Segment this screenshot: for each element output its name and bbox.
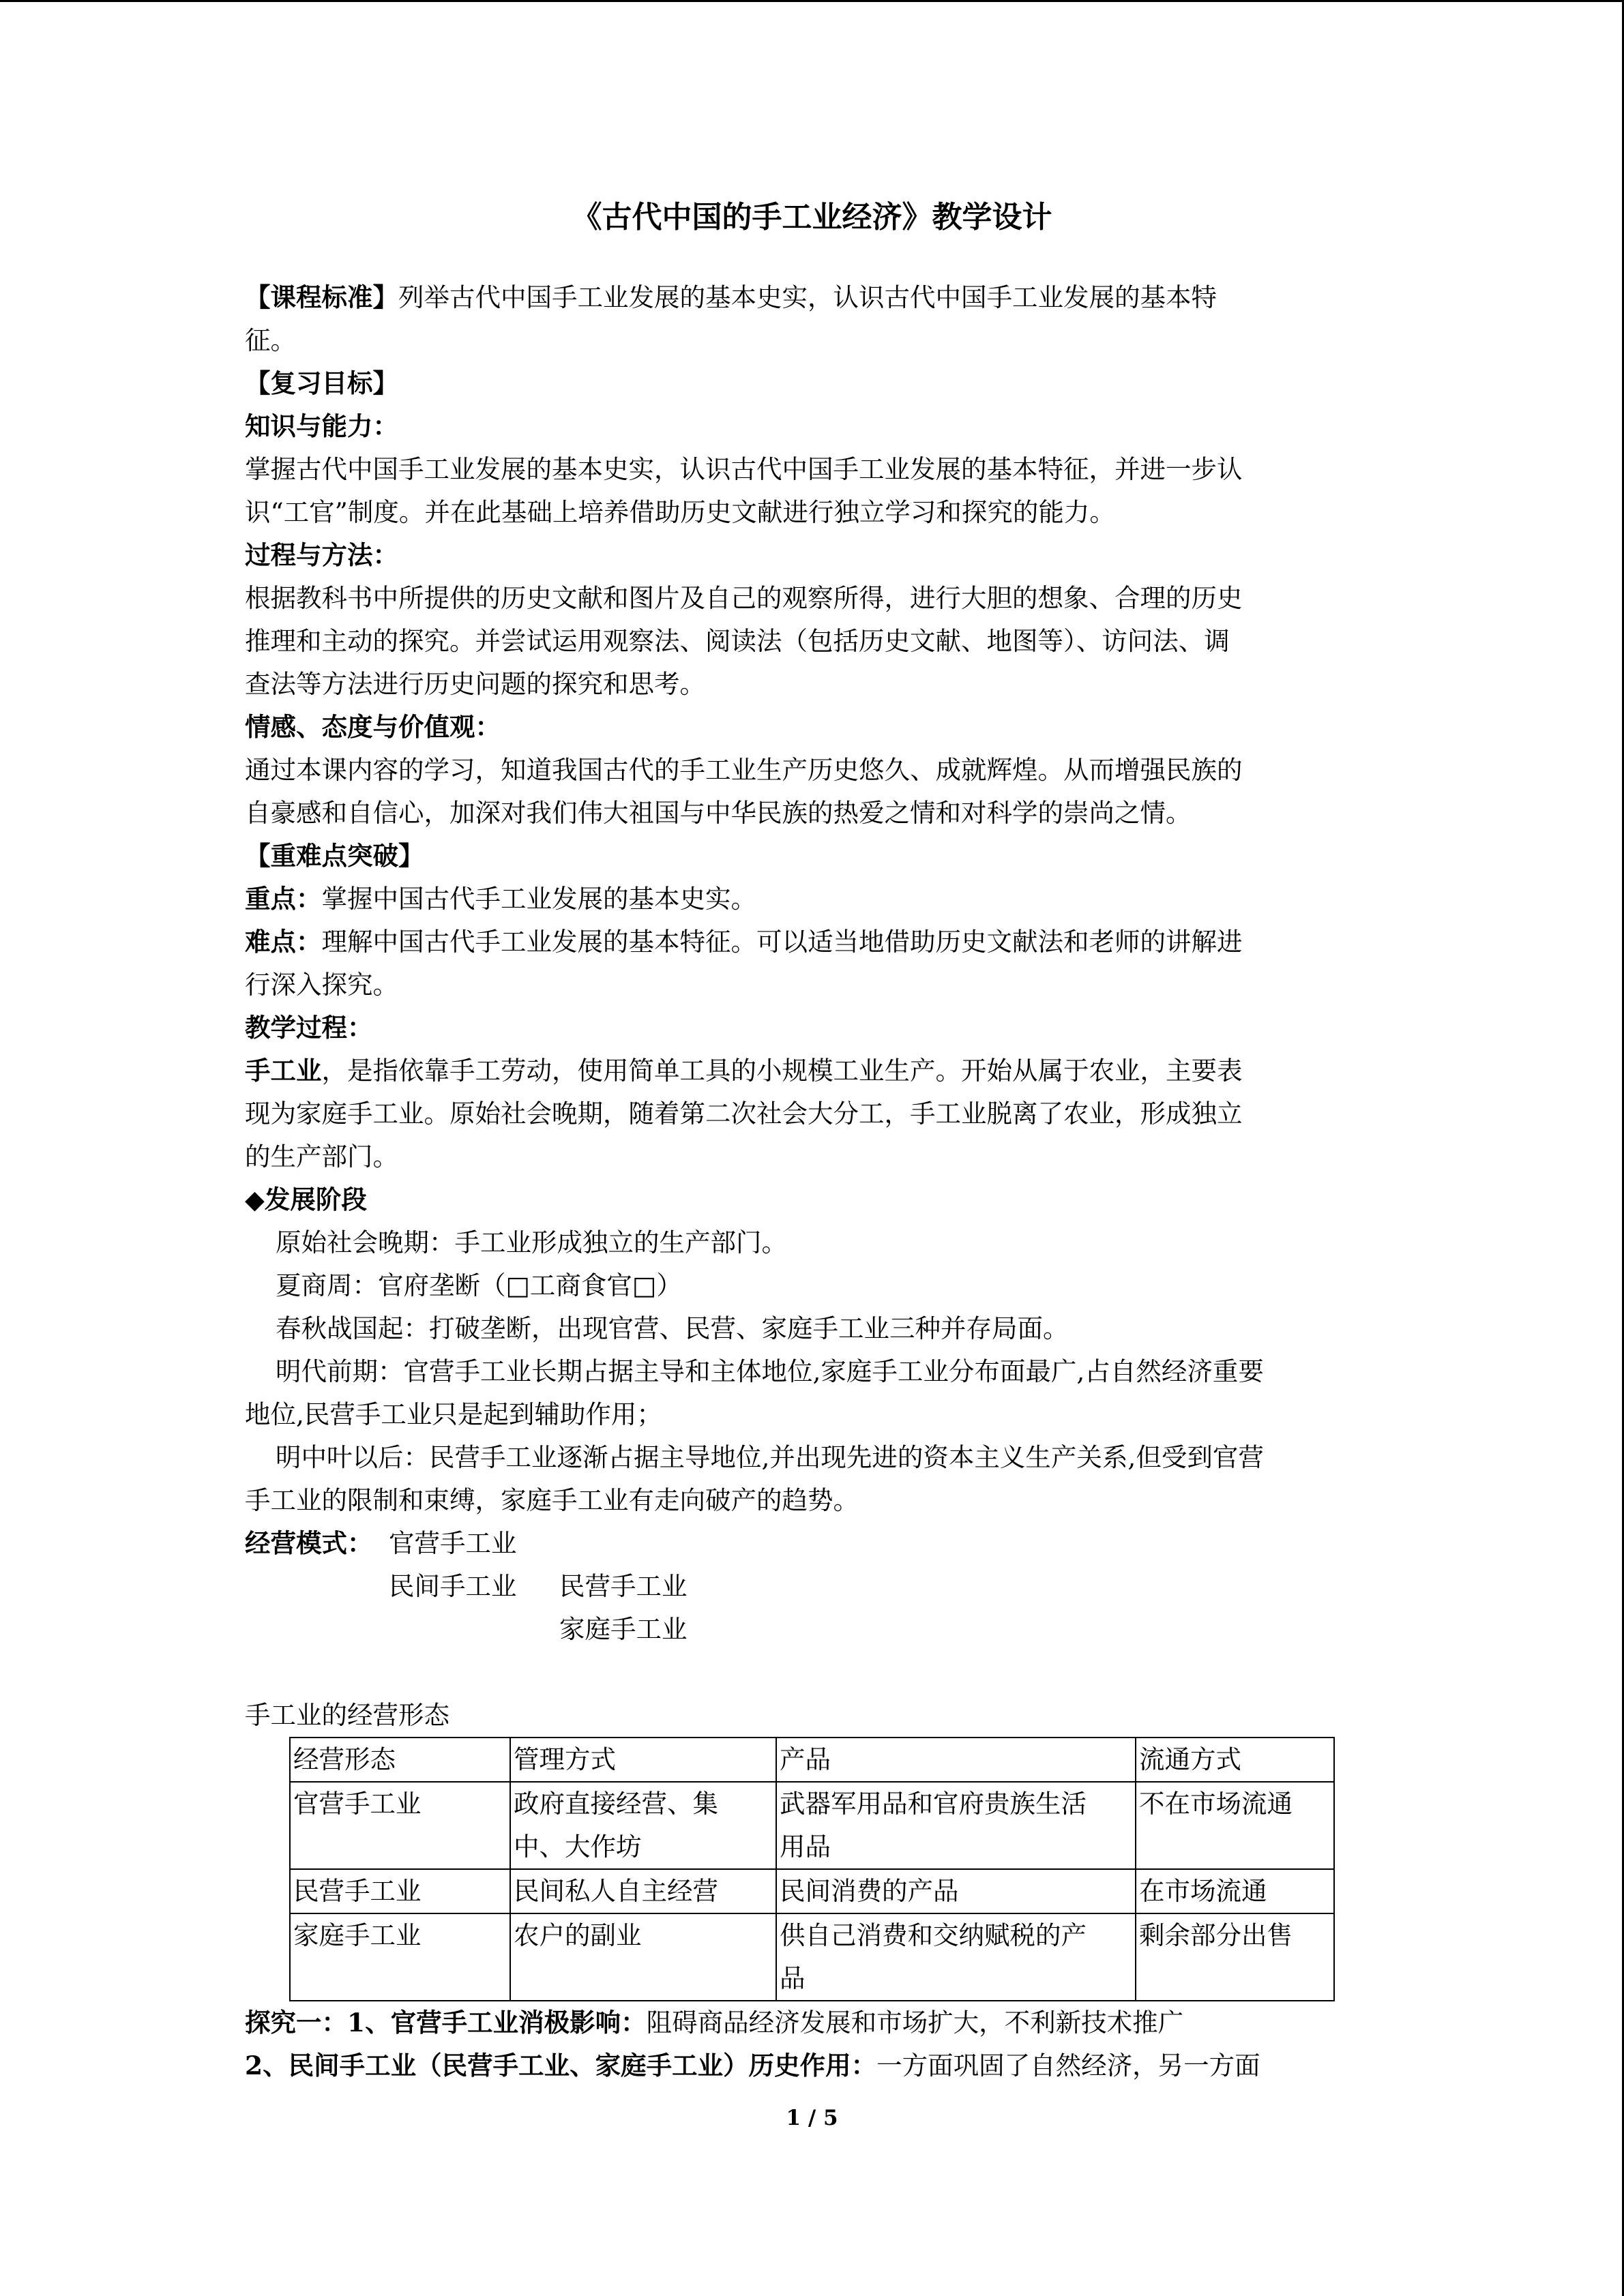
table-cell: 民间私人自主经营 [510,1869,776,1913]
knowledge-line-2: 识“工官”制度。并在此基础上培养借助历史文献进行独立学习和探究的能力。 [245,497,1115,527]
cell-line: 用品 [780,1832,831,1862]
process-line-3: 查法等方法进行历史问题的探究和思考。 [245,669,705,699]
table-cell: 不在市场流通 [1136,1782,1334,1869]
explore-1-text: 阻碍商品经济发展和市场扩大，不利新技术推广 [646,2008,1184,2038]
operation-forms-table [289,1737,1335,2001]
process-line-1: 根据教科书中所提供的历史文献和图片及自己的观察所得，进行大胆的想象、合理的历史 [245,583,1243,613]
explore-line-1 [245,2001,1381,2044]
stage-early-ming-line-1: 明代前期：官营手工业长期占据主导和主体地位,家庭手工业分布面最广,占自然经济重要 [276,1356,1264,1386]
knowledge-line-1: 掌握古代中国手工业发展的基本史实，认识古代中国手工业发展的基本特征，并进一步认 [245,454,1243,484]
table-row [290,1869,1334,1913]
focus-text: 掌握中国古代手工业发展的基本史实。 [321,884,756,914]
page-top-border [0,0,1624,2]
cell-line: 武器军用品和官府贵族生活 [780,1789,1087,1819]
explore-2-label: 2、民间手工业（民营手工业、家庭手工业）历史作用： [245,2051,877,2081]
key-points-heading: 【重难点突破】 [245,841,424,871]
page-number: 1 / 5 [786,2106,838,2130]
spacer [245,1651,1381,1694]
focus-line [245,878,1381,921]
handicraft-line-1 [245,1049,1381,1092]
curriculum-text-1: 列举古代中国手工业发展的基本史实，认识古代中国手工业发展的基本特 [398,282,1217,312]
emotion-heading: 情感、态度与价值观： [245,712,501,742]
process-line-2: 推理和主动的探究。并尝试运用观察法、阅读法（包括历史文献、地图等）、访问法、调 [245,626,1230,656]
document-title: 《古代中国的手工业经济》教学设计 [572,200,1052,235]
handicraft-term: 手工业 [245,1056,322,1086]
curriculum-line-1 [245,276,1381,319]
explore-line-2 [245,2044,1381,2087]
table-cell [776,1913,1136,2001]
stages-heading: ◆发展阶段 [245,1184,367,1214]
difficulty-line-1 [245,921,1381,964]
table-cell: 家庭手工业 [290,1913,510,2001]
handicraft-text-1: ，是指依靠手工劳动，使用简单工具的小规模工业生产。开始从属于农业，主要表 [321,1056,1243,1086]
mode-family: 家庭手工业 [559,1614,688,1644]
modes-row-2 [245,1565,1381,1608]
table-header-cell: 流通方式 [1136,1738,1334,1782]
review-goals-heading: 【复习目标】 [245,368,398,398]
knowledge-heading: 知识与能力： [245,411,398,441]
table-cell: 农户的副业 [510,1913,776,2001]
stage-early-ming-line-2: 地位,民营手工业只是起到辅助作用； [245,1399,662,1429]
difficulty-text-1: 理解中国古代手工业发展的基本特征。可以适当地借助历史文献法和老师的讲解进 [321,927,1243,957]
focus-label: 重点： [245,884,322,914]
table-cell [510,1782,776,1869]
cell-line: 供自己消费和交纳赋税的产 [780,1920,1087,1950]
cell-line: 品 [780,1963,806,1993]
modes-label: 经营模式： [245,1528,373,1558]
table-header-cell: 产品 [776,1738,1136,1782]
cell-line: 中、大作坊 [514,1832,642,1862]
table-cell: 民营手工业 [290,1869,510,1913]
curriculum-label: 【课程标准】 [245,282,398,312]
table-cell: 剩余部分出售 [1136,1913,1334,2001]
stage-xia-shang-zhou: 夏商周：官府垄断（□工商食官□） [276,1270,682,1300]
table-caption: 手工业的经营形态 [245,1700,449,1730]
table-cell: 官营手工业 [290,1782,510,1869]
handicraft-line-3: 的生产部门。 [245,1142,398,1172]
explore-2-text: 一方面巩固了自然经济，另一方面 [876,2051,1260,2081]
table-header-cell: 经营形态 [290,1738,510,1782]
curriculum-line-2: 征。 [245,325,296,355]
cell-line: 政府直接经营、集 [514,1789,718,1819]
table-header-cell: 管理方式 [510,1738,776,1782]
emotion-line-1: 通过本课内容的学习，知道我国古代的手工业生产历史悠久、成就辉煌。从而增强民族的 [245,755,1243,785]
table-header-row [290,1738,1334,1782]
table-cell: 民间消费的产品 [776,1869,1136,1913]
explore-1-label: 探究一：1、官营手工业消极影响： [245,2008,647,2038]
emotion-line-2: 自豪感和自信心，加深对我们伟大祖国与中华民族的热爱之情和对科学的崇尚之情。 [245,798,1192,828]
handicraft-line-2: 现为家庭手工业。原始社会晚期，随着第二次社会大分工，手工业脱离了农业，形成独立 [245,1099,1243,1129]
stage-primitive: 原始社会晚期：手工业形成独立的生产部门。 [276,1227,787,1257]
mode-official: 官营手工业 [389,1528,517,1558]
table-cell [776,1782,1136,1869]
difficulty-line-2: 行深入探究。 [245,970,398,1000]
difficulty-label: 难点： [245,927,322,957]
stage-mid-ming-line-1: 明中叶以后：民营手工业逐渐占据主导地位,并出现先进的资本主义生产关系,但受到官营 [276,1442,1264,1472]
mode-private: 民营手工业 [559,1571,688,1601]
modes-row-1 [245,1522,1381,1565]
modes-row-3 [245,1608,1381,1651]
teaching-heading: 教学过程： [245,1013,373,1043]
stage-mid-ming-line-2: 手工业的限制和束缚，家庭手工业有走向破产的趋势。 [245,1485,859,1515]
table-row [290,1782,1334,1869]
mode-folk: 民间手工业 [389,1571,517,1601]
table-row [290,1913,1334,2001]
stage-spring-autumn: 春秋战国起：打破垄断，出现官营、民营、家庭手工业三种并存局面。 [276,1313,1069,1343]
document-body [245,276,1381,2087]
process-heading: 过程与方法： [245,540,398,570]
table-cell: 在市场流通 [1136,1869,1334,1913]
